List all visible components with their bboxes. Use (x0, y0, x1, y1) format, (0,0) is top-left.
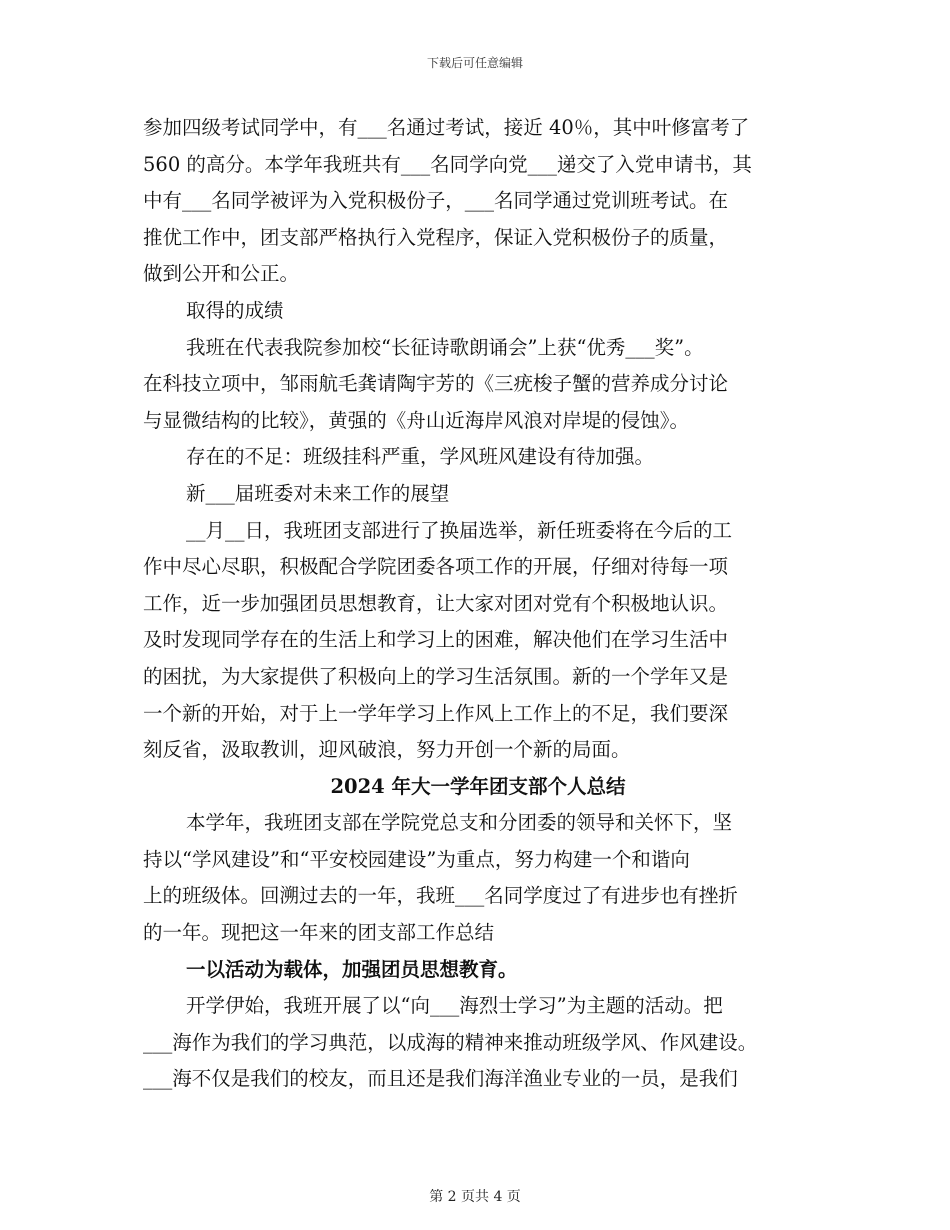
paragraph-line: 刻反省，汲取教训，迎风破浪，努力开创一个新的局面。 (143, 738, 631, 762)
paragraph-line: 工作，近一步加强团员思想教育，让大家对团对党有个积极地认识。 (143, 591, 729, 615)
section-label: 新___届班委对未来工作的展望 (186, 481, 450, 505)
paragraph-line: 560 的高分。本学年我班共有___名同学向党___递交了入党申请书，其 (143, 152, 752, 176)
paragraph-line: 与显微结构的比较》，黄强的《舟山近海岸风浪对岸堤的侵蚀》。 (143, 408, 690, 432)
paragraph-line: 在科技立项中，邹雨航毛龚请陶宇芳的《三疣梭子蟹的营养成分讨论 (143, 372, 729, 396)
paragraph-line: 及时发现同学存在的生活上和学习上的困难，解决他们在学习生活中 (143, 628, 729, 652)
paragraph-line: ___海不仅是我们的校友，而且还是我们海洋渔业专业的一员，是我们 (143, 1067, 738, 1091)
paragraph-line: 的困扰，为大家提供了积极向上的学习生活氛围。新的一个学年又是 (143, 664, 729, 688)
paragraph-line: 我班在代表我院参加校“长征诗歌朗诵会”上获“优秀___奖”。 (186, 335, 704, 359)
paragraph-line: 上的班级体。回溯过去的一年，我班___名同学度过了有进步也有挫折 (143, 884, 738, 908)
document-body (143, 110, 813, 1098)
section-label: 取得的成绩 (186, 298, 284, 322)
subheading: 一以活动为载体，加强团员思想教育。 (186, 957, 518, 981)
paragraph-line: 持以“学风建设”和“平安校园建设”为重点，努力构建一个和谐向 (143, 847, 690, 871)
paragraph-line: 做到公开和公正。 (143, 262, 300, 286)
paragraph-line: 的一年。现把这一年来的团支部工作总结 (143, 921, 495, 945)
page-number: 第 2 页共 4 页 (429, 1189, 521, 1205)
paragraph-line: 作中尽心尽职，积极配合学院团委各项工作的开展，仔细对待每一项 (143, 555, 729, 579)
paragraph-line: 中有___名同学被评为入党积极份子，___名同学通过党训班考试。在 (143, 189, 729, 213)
paragraph-line: __月__日，我班团支部进行了换届选举，新任班委将在今后的工 (186, 518, 733, 542)
paragraph-line: 参加四级考试同学中，有___名通过考试，接近 40％，其中叶修富考了 (143, 116, 750, 139)
paragraph-line: 一个新的开始，对于上一学年学习上作风上工作上的不足，我们要深 (143, 701, 729, 725)
paragraph-line: 本学年，我班团支部在学院党总支和分团委的领导和关怀下，坚 (186, 811, 733, 835)
paragraph-line: 开学伊始，我班开展了以“向___海烈士学习”为主题的活动。把 (186, 994, 723, 1018)
paragraph-line: 存在的不足：班级挂科严重，学风班风建设有待加强。 (186, 445, 655, 469)
document-heading: 2024 年大一学年团支部个人总结 (330, 774, 626, 798)
page-header: 下载后可任意编辑 (426, 56, 523, 70)
paragraph-line: 推优工作中，团支部严格执行入党程序，保证入党积极份子的质量， (143, 225, 729, 249)
paragraph-line: ___海作为我们的学习典范，以成海的精神来推动班级学风、作风建设。 (143, 1030, 758, 1054)
